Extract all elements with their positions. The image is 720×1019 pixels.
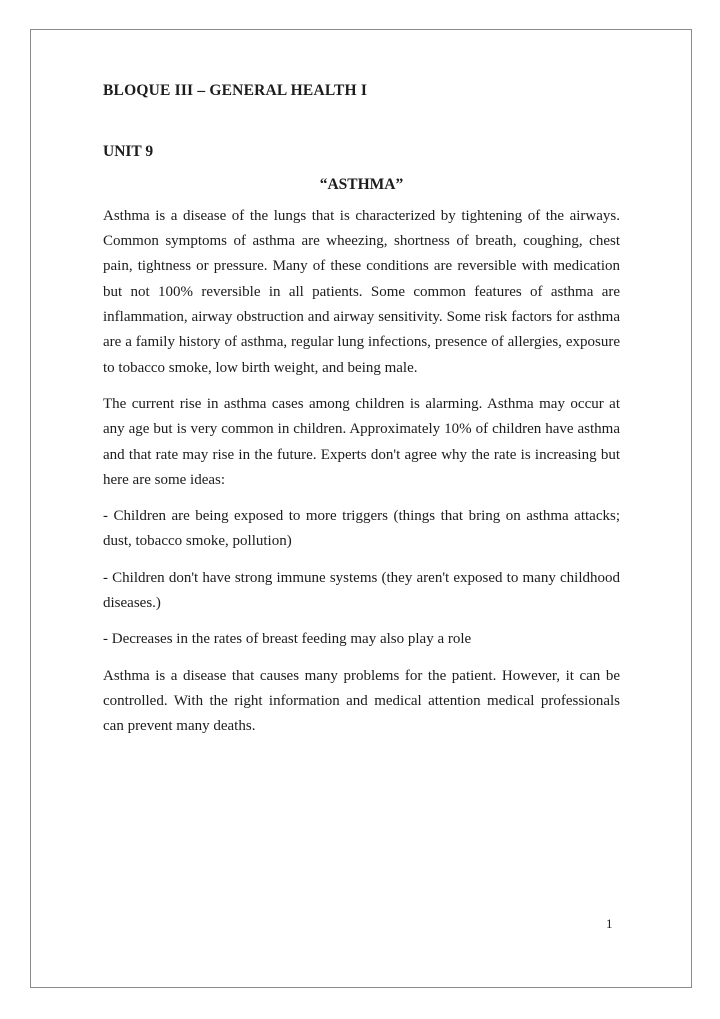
document-content	[103, 78, 620, 751]
paragraph-children-rise: The current rise in asthma cases among children is alarming. Asthma may occur at any age but is very common in children. Approximately 10% of children have asthma and that rate may rise in the future. Experts don't agree why the rate is increasing but here are some ideas:	[103, 395, 620, 488]
bullet-breast-feeding: - Decreases in the rates of breast feeding may also play a role	[103, 631, 472, 648]
page-number: 1	[606, 916, 613, 931]
block-heading: BLOQUE III – GENERAL HEALTH I	[103, 82, 368, 99]
unit-heading: UNIT 9	[103, 143, 154, 161]
bullet-immune-systems: - Children don't have strong immune systems (they aren't exposed to many childhood diseases.)	[103, 569, 620, 612]
paragraph-intro: Asthma is a disease of the lungs that is characterized by tightening of the airways. Common symptoms of asthma are wheezing, shortness of breath, coughing, chest pain, tightness or pressure. Many of these conditions are reversible with medication but not 100% reversible in all patients. Some common features of asthma are inflammation, airway obstruction and airway sensitivity. Some risk factors for asthma are a family history of asthma, regular lung infections, presence of allergies, exposure to tobacco smoke, low birth weight, and being male.	[103, 207, 620, 376]
bullet-triggers: - Children are being exposed to more triggers (things that bring on asthma attacks; dust, tobacco smoke, pollution)	[103, 508, 620, 550]
document-title: “ASTHMA”	[319, 175, 404, 193]
paragraph-conclusion: Asthma is a disease that causes many problems for the patient. However, it can be controlled. With the right information and medical attention medical professionals can prevent many deaths.	[103, 667, 620, 735]
